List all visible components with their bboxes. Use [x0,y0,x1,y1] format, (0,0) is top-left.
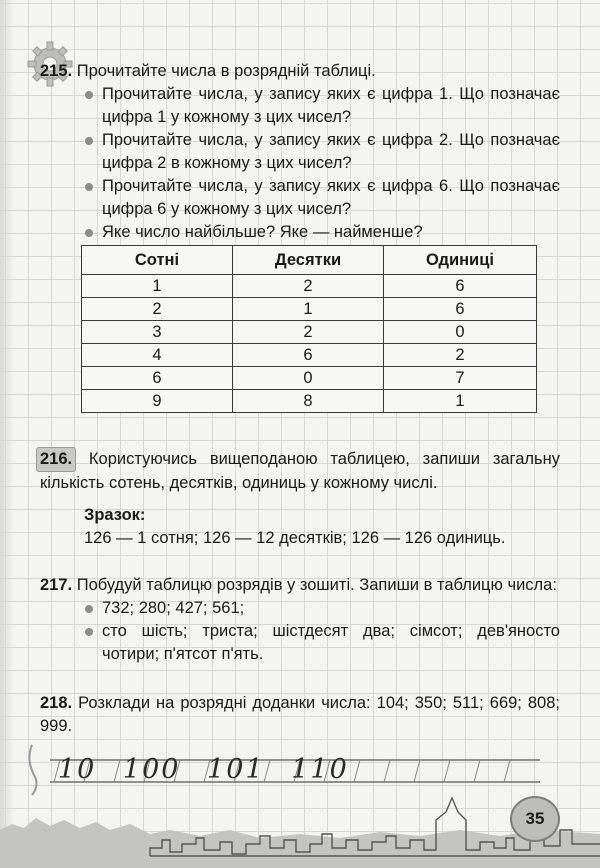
task-215-title: Прочитайте числа в розрядній таблиці. [76,62,376,80]
handwritten-number: 101 [207,754,265,785]
list-item: Прочитайте числа, у запису яких є цифра 6. Що позначає цифра 6 у кожному з цих чисел? [82,175,560,221]
table-cell: 1 [233,298,384,321]
city-skyline-illustration [0,790,600,868]
list-item: Прочитайте числа, у запису яких є цифра 2. Що позначає цифра 2 в кожному з цих чисел? [82,129,560,175]
task-216-text: Користуючись вищеподаною таблицею, запиши загальну кількість сотень, десятків, одиниць у кожному числі. [40,450,560,492]
task-217-text: Побудуй таблицю розрядів у зошиті. Запиши в таблицю числа: [76,576,557,594]
pen-drawing [29,745,36,795]
table-cell: 3 [82,321,233,344]
table-cell: 9 [82,390,233,413]
column-header-units: Одиниці [384,246,537,275]
table-cell: 0 [384,321,537,344]
handwritten-number: 110 [291,754,349,785]
table-cell: 6 [82,367,233,390]
table-cell: 2 [82,298,233,321]
column-header-tens: Десятки [233,246,384,275]
table-cell: 4 [82,344,233,367]
handwritten-numbers [58,754,349,785]
table-cell: 1 [384,390,537,413]
column-header-hundreds: Сотні [82,246,233,275]
list-item: сто шість; триста; шістдесят два; сімсот; дев'яносто чотири; п'ятсот п'ять. [82,620,560,666]
task-number-highlighted: 216. [36,447,76,472]
table-cell: 6 [233,344,384,367]
table-cell: 8 [233,390,384,413]
table-cell: 2 [384,344,537,367]
table-cell: 2 [233,321,384,344]
sample-text: 126 — 1 сотня; 126 — 12 десятків; 126 — 126 одиниць. [84,529,506,547]
task-218-text: Розклади на розрядні доданки числа: 104; 350; 511; 669; 808; 999. [40,694,560,735]
task-number: 217. [40,576,73,594]
sample-label: Зразок: [84,506,146,524]
task-number: 215. [40,62,73,80]
table-cell: 6 [384,298,537,321]
table-cell: 7 [384,367,537,390]
table-cell: 0 [233,367,384,390]
table-cell: 6 [384,275,537,298]
handwritten-number: 10 [58,754,97,785]
table-cell: 1 [82,275,233,298]
list-item: Яке число найбільше? Яке — найменше? [82,221,560,244]
list-item: 732; 280; 427; 561; [82,597,560,620]
page-number: 35 [510,796,560,842]
handwritten-number: 100 [122,754,181,785]
list-item: Прочитайте числа, у запису яких є цифра 1. Що позначає цифра 1 у кожному з цих чисел? [82,83,560,129]
table-cell: 2 [233,275,384,298]
task-number: 218. [40,694,73,712]
